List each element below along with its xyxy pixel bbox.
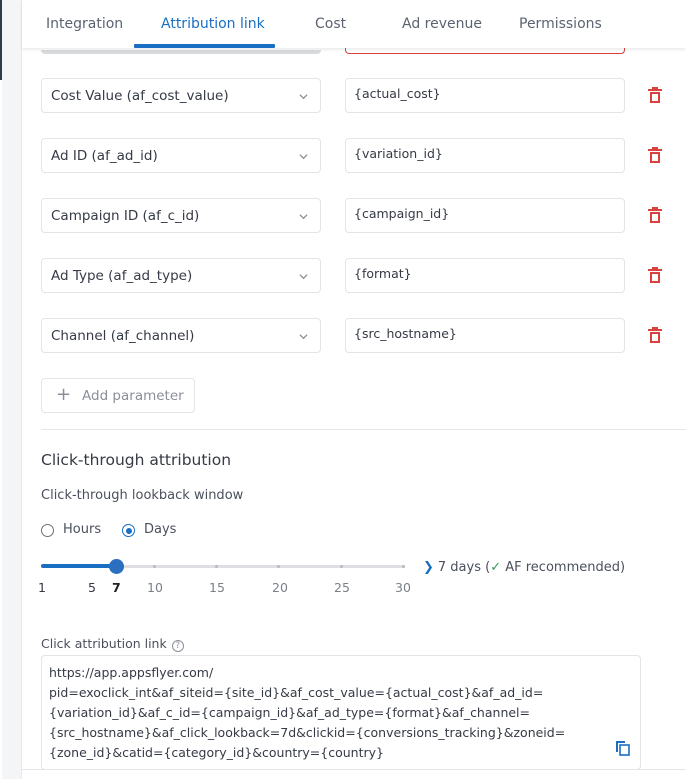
tab-ad-revenue[interactable]: Ad revenue bbox=[402, 16, 482, 32]
click-attribution-link-box[interactable] bbox=[41, 655, 641, 770]
link-line: https://app.appsflyer.com/ bbox=[49, 665, 214, 680]
param-select[interactable] bbox=[41, 78, 321, 113]
active-tab-indicator bbox=[134, 44, 275, 48]
trash-icon[interactable] bbox=[648, 327, 662, 344]
link-line: {src_hostname}&af_click_lookback=7d&clickid={conversions_tracking}&zoneid= bbox=[49, 725, 566, 740]
param-select-value: Channel (af_channel) bbox=[51, 328, 195, 344]
param-value-input[interactable] bbox=[345, 258, 625, 293]
param-value-input[interactable] bbox=[345, 78, 625, 113]
param-row bbox=[41, 198, 671, 234]
chevron-down-icon bbox=[299, 212, 308, 221]
attribution-link-panel bbox=[22, 0, 686, 779]
param-select[interactable] bbox=[41, 258, 321, 293]
section-divider bbox=[41, 429, 686, 430]
tick-label: 10 bbox=[147, 580, 163, 595]
bottom-divider bbox=[22, 769, 686, 770]
param-select-value: Campaign ID (af_c_id) bbox=[51, 208, 200, 224]
chevron-down-icon bbox=[299, 332, 308, 341]
tab-permissions[interactable]: Permissions bbox=[519, 16, 602, 32]
link-line: {zone_id}&catid={category_id}&country={country} bbox=[49, 745, 384, 760]
tab-attribution-link[interactable]: Attribution link bbox=[161, 16, 265, 32]
link-label-text: Click attribution link bbox=[41, 636, 167, 651]
param-select-value: Ad ID (af_ad_id) bbox=[51, 148, 158, 164]
radio-circle-icon bbox=[41, 524, 54, 537]
chevron-right-icon: ❯ bbox=[423, 560, 434, 575]
check-icon: ✓ bbox=[490, 560, 502, 575]
tick-label: 25 bbox=[334, 580, 350, 595]
param-row bbox=[41, 138, 671, 174]
tick-label: 15 bbox=[209, 580, 225, 595]
tick-dot bbox=[402, 565, 405, 568]
summary-recommended: AF recommended) bbox=[501, 560, 626, 575]
summary-days: 7 days ( bbox=[437, 560, 491, 575]
param-row bbox=[41, 78, 671, 114]
lookback-summary-toggle[interactable] bbox=[423, 560, 625, 575]
tick-dot bbox=[277, 565, 280, 568]
lookback-slider-fill bbox=[41, 564, 117, 568]
param-row bbox=[41, 258, 671, 294]
plus-icon: + bbox=[56, 384, 72, 405]
param-select[interactable] bbox=[41, 138, 321, 173]
trash-icon[interactable] bbox=[648, 87, 662, 104]
copy-icon[interactable] bbox=[616, 741, 630, 756]
tab-cost[interactable]: Cost bbox=[315, 16, 347, 32]
trash-icon[interactable] bbox=[648, 147, 662, 164]
param-select[interactable] bbox=[41, 318, 321, 353]
param-value-input[interactable] bbox=[345, 138, 625, 173]
param-value-input[interactable] bbox=[345, 318, 625, 353]
radio-circle-checked-icon bbox=[122, 524, 135, 537]
click-attribution-link-text bbox=[49, 663, 579, 763]
tick-label: 20 bbox=[272, 580, 288, 595]
param-select[interactable] bbox=[41, 198, 321, 233]
tick-dot bbox=[340, 565, 343, 568]
tick-label: 30 bbox=[395, 580, 411, 595]
lookback-window-label: Click-through lookback window bbox=[41, 488, 244, 503]
chevron-down-icon bbox=[299, 92, 308, 101]
tab-integration[interactable]: Integration bbox=[46, 16, 124, 32]
radio-label: Days bbox=[144, 522, 177, 537]
param-value-input[interactable] bbox=[345, 198, 625, 233]
tick-label: 1 bbox=[38, 580, 46, 595]
chevron-down-icon bbox=[299, 152, 308, 161]
click-attribution-link-label bbox=[41, 636, 184, 652]
trash-icon[interactable] bbox=[648, 207, 662, 224]
add-parameter-label: Add parameter bbox=[82, 388, 184, 404]
chevron-down-icon bbox=[299, 272, 308, 281]
param-select-value: Cost Value (af_cost_value) bbox=[51, 88, 229, 104]
trash-icon[interactable] bbox=[648, 267, 662, 284]
tick-label: 5 bbox=[88, 580, 96, 595]
left-gutter bbox=[2, 0, 22, 779]
param-select-value: Ad Type (af_ad_type) bbox=[51, 268, 193, 284]
link-line: pid=exoclick_int&af_siteid={site_id}&af_cost_value={actual_cost}&af_ad_id= bbox=[49, 685, 544, 700]
param-row bbox=[41, 318, 671, 354]
add-parameter-button[interactable] bbox=[41, 378, 195, 413]
help-icon[interactable]: ? bbox=[172, 640, 184, 652]
tick-label-selected: 7 bbox=[112, 580, 121, 595]
section-title-click-through: Click-through attribution bbox=[41, 451, 232, 469]
tick-dot bbox=[153, 565, 156, 568]
lookback-slider-thumb[interactable] bbox=[109, 559, 124, 574]
radio-label: Hours bbox=[63, 522, 102, 537]
tab-bar bbox=[22, 0, 686, 48]
link-line: {variation_id}&af_c_id={campaign_id}&af_ad_type={format}&af_channel= bbox=[49, 705, 530, 720]
tick-dot bbox=[215, 565, 218, 568]
